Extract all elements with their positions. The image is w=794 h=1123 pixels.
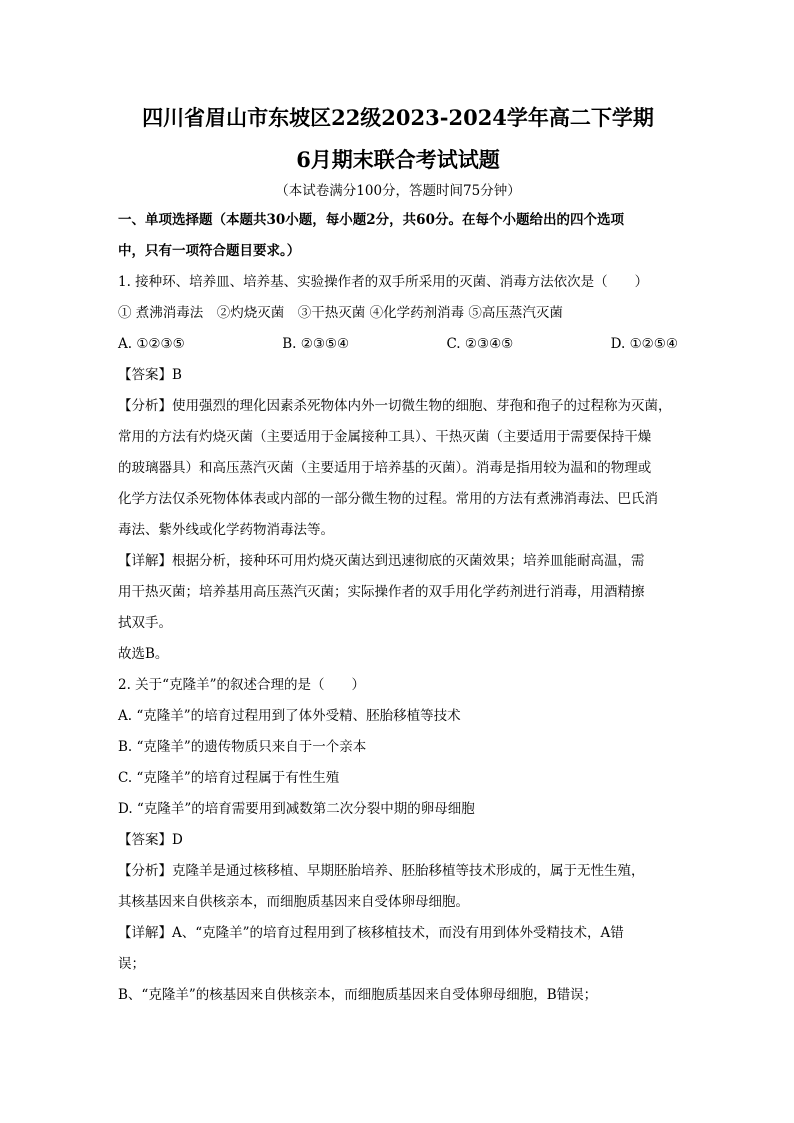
exam-info-subtitle: （本试卷满分100分，答题时间75分钟）	[275, 183, 521, 199]
q1-answer: 【答案】B	[118, 367, 182, 383]
q2-detail-line-1: 【详解】A、“克隆羊”的培育过程用到了核移植技术，而没有用到体外受精技术，A错	[118, 925, 624, 941]
q2-stem: 2. 关于“克隆羊”的叙述合理的是（ ）	[118, 677, 365, 693]
q1-option-b: B. ②③⑤④	[282, 336, 350, 352]
q2-answer: 【答案】D	[118, 832, 183, 848]
document-title-line-2: 6月期末联合考试试题	[296, 147, 500, 172]
q1-items: ① 煮沸消毒法 ②灼烧灭菌 ③干热灭菌 ④化学药剂消毒 ⑤高压蒸汽灭菌	[118, 305, 563, 321]
q2-option-c: C. “克隆羊”的培育过程属于有性生殖	[118, 770, 340, 786]
document-title-line-1: 四川省眉山市东坡区22级2023-2024学年高二下学期	[142, 105, 654, 130]
q2-option-b: B. “克隆羊”的遗传物质只来自于一个亲本	[118, 739, 367, 755]
q1-option-c: C. ②③④⑤	[446, 336, 514, 352]
q1-options	[118, 329, 678, 360]
q1-analysis-line-5: 毒法、紫外线或化学药物消毒法等。	[118, 522, 334, 538]
q1-detail-line-1: 【详解】根据分析，接种环可用灼烧灭菌达到迅速彻底的灭菌效果；培养皿能耐高温，需	[118, 553, 645, 569]
q1-option-d: D. ①②⑤④	[610, 336, 678, 352]
section-heading-line-1: 一、单项选择题（本题共30小题，每小题2分，共60分。在每个小题给出的四个选项	[118, 212, 624, 228]
q2-detail-line-2: 误；	[118, 956, 145, 972]
q1-detail-line-2: 用干热灭菌；培养基用高压蒸汽灭菌；实际操作者的双手用化学药剂进行消毒，用酒精擦	[118, 584, 645, 600]
q2-analysis-line-2: 其核基因来自供核亲本，而细胞质基因来自受体卵母细胞。	[118, 894, 469, 910]
q1-detail-line-3: 拭双手。	[118, 615, 172, 631]
q1-analysis-line-2: 常用的方法有灼烧灭菌（主要适用于金属接种工具）、干热灭菌（主要适用于需要保持干燥	[118, 429, 652, 445]
q2-option-d: D. “克隆羊”的培育需要用到减数第二次分裂中期的卵母细胞	[118, 801, 475, 817]
q1-option-a: A. ①②③⑤	[118, 336, 185, 352]
q1-analysis-line-3: 的玻璃器具）和高压蒸汽灭菌（主要适用于培养基的灭菌）。消毒是指用较为温和的物理或	[118, 460, 652, 476]
q1-analysis-line-1: 【分析】使用强烈的理化因素杀死物体内外一切微生物的细胞、芽孢和孢子的过程称为灭菌，	[118, 398, 672, 414]
section-heading-line-2: 中，只有一项符合题目要求。）	[118, 243, 301, 259]
q2-option-a: A. “克隆羊”的培育过程用到了体外受精、胚胎移植等技术	[118, 708, 461, 724]
q2-detail-line-3: B、“克隆羊”的核基因来自供核亲本，而细胞质基因来自受体卵母细胞，B错误；	[118, 987, 598, 1003]
q2-analysis-line-1: 【分析】克隆羊是通过核移植、早期胚胎培养、胚胎移植等技术形成的，属于无性生殖，	[118, 863, 645, 879]
document-content	[118, 103, 678, 1011]
q1-stem: 1. 接种环、培养皿、培养基、实验操作者的双手所采用的灭菌、消毒方法依次是（ ）	[118, 274, 649, 290]
q1-conclusion: 故选B。	[118, 646, 169, 662]
q1-analysis-line-4: 化学方法仅杀死物体体表或内部的一部分微生物的过程。常用的方法有煮沸消毒法、巴氏消	[118, 491, 658, 507]
